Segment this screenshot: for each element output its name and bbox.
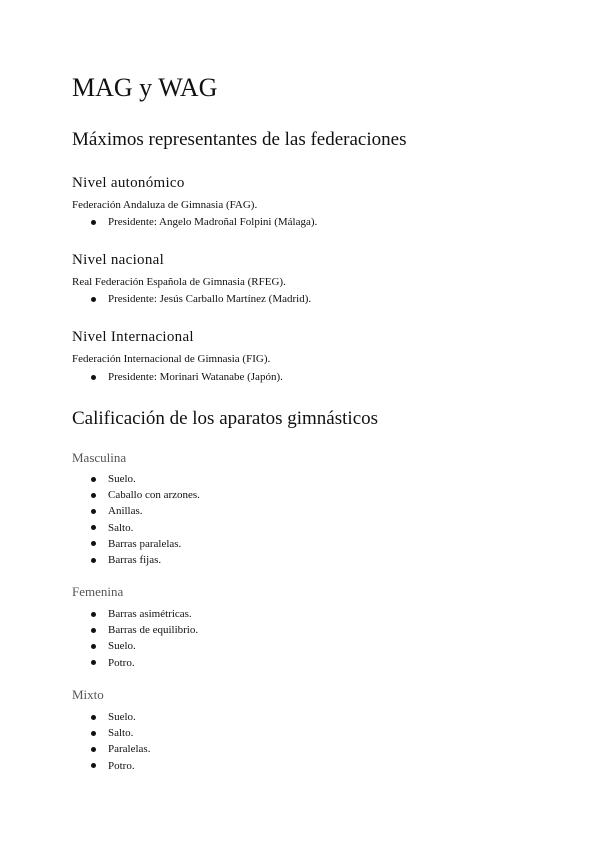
list-nacional <box>72 291 311 307</box>
list-item: Anillas. <box>72 503 200 519</box>
subheading-masculina: Masculina <box>72 450 127 465</box>
list-item: Salto. <box>72 725 150 741</box>
list-item: Barras de equilibrio. <box>72 622 198 638</box>
list-internacional <box>72 369 283 385</box>
list-femenina <box>72 606 198 671</box>
list-item: Salto. <box>72 520 200 536</box>
section-heading-aparatos: Calificación de los aparatos gimnásticos <box>72 408 379 429</box>
subheading-nivel-nacional: Nivel nacional <box>72 252 165 268</box>
list-item: Barras asimétricas. <box>72 606 198 622</box>
list-item: Paralelas. <box>72 741 150 757</box>
subheading-femenina: Femenina <box>72 584 124 599</box>
list-item: Suelo. <box>72 471 200 487</box>
section-heading-federaciones: Máximos representantes de las federaciones <box>72 129 407 150</box>
list-mixto <box>72 709 150 774</box>
list-item: Presidente: Jesús Carballo Martínez (Madrid). <box>72 291 311 307</box>
list-item: Suelo. <box>72 638 198 654</box>
list-item: Caballo con arzones. <box>72 487 200 503</box>
subheading-mixto: Mixto <box>72 687 104 702</box>
list-item: Presidente: Morinari Watanabe (Japón). <box>72 369 283 385</box>
list-masculina <box>72 471 200 568</box>
paragraph-rfeg: Real Federación Española de Gimnasia (RFEG). <box>72 276 286 288</box>
paragraph-fig: Federación Internacional de Gimnasia (FIG). <box>72 353 271 365</box>
list-item: Potro. <box>72 655 198 671</box>
list-item: Suelo. <box>72 709 150 725</box>
page-title: MAG y WAG <box>72 73 218 102</box>
list-item: Presidente: Angelo Madroñal Folpini (Málaga). <box>72 214 317 230</box>
list-item: Barras fijas. <box>72 552 200 568</box>
paragraph-fag: Federación Andaluza de Gimnasia (FAG). <box>72 199 258 211</box>
list-item: Barras paralelas. <box>72 536 200 552</box>
subheading-nivel-internacional: Nivel Internacional <box>72 329 194 345</box>
list-autonomico <box>72 214 317 230</box>
list-item: Potro. <box>72 758 150 774</box>
subheading-nivel-autonomico: Nivel autonómico <box>72 175 185 191</box>
